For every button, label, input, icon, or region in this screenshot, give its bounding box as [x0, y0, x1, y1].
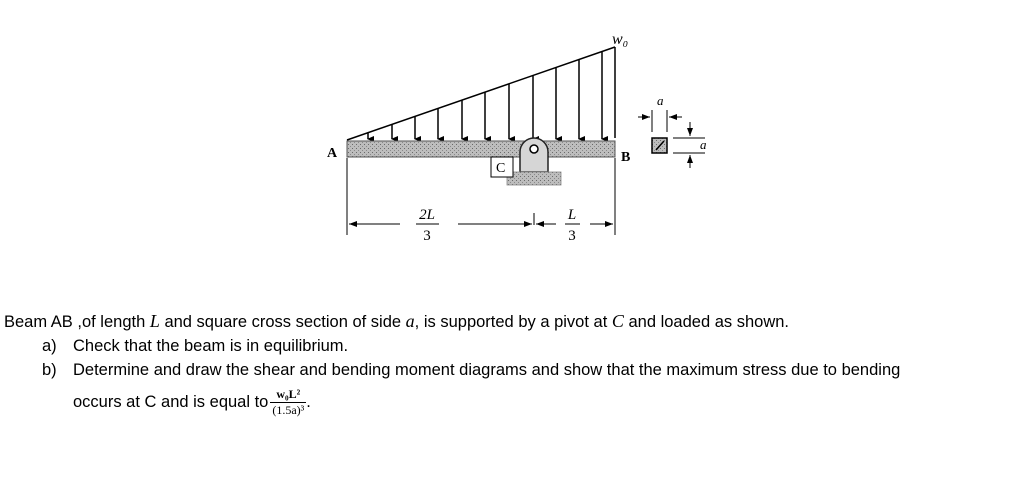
- intro-line: Beam AB ,of length L and square cross section of side a, is supported by a pivot at C and loaded as shown.: [4, 311, 790, 331]
- stress-formula: $\frac{\text{w₀L²}}{\text{(1.5a)³}}$: [272, 387, 305, 417]
- item-b-continuation: occurs at C and is equal to $\frac{\text{w₀L²}}{\text{(1.5a)³}}$ .: [73, 387, 311, 417]
- section-label-side: a: [700, 137, 707, 152]
- cross-section: [638, 93, 707, 168]
- svg-text:L: L: [567, 207, 577, 223]
- distributed-load: [347, 47, 615, 140]
- item-a: a) Check that the beam is in equilibrium.: [42, 337, 349, 355]
- label-B: B: [621, 150, 631, 165]
- dim-right-label: [565, 207, 580, 244]
- section-label-top: a: [657, 93, 664, 108]
- dim-left-label: [416, 207, 439, 244]
- dimension-lines: [347, 158, 615, 235]
- svg-text:3: 3: [568, 228, 576, 244]
- svg-text:2L: 2L: [419, 207, 435, 223]
- svg-text:3: 3: [423, 228, 431, 244]
- item-b: b) Determine and draw the shear and bending moment diagrams and show that the maximum stress due to bending: [42, 361, 901, 379]
- label-A: A: [327, 146, 338, 161]
- beam: [347, 141, 615, 157]
- label-C: C: [496, 161, 506, 176]
- load-label: w₀: [612, 31, 629, 48]
- problem-statement: [4, 309, 1022, 417]
- pivot-pin: [530, 145, 538, 153]
